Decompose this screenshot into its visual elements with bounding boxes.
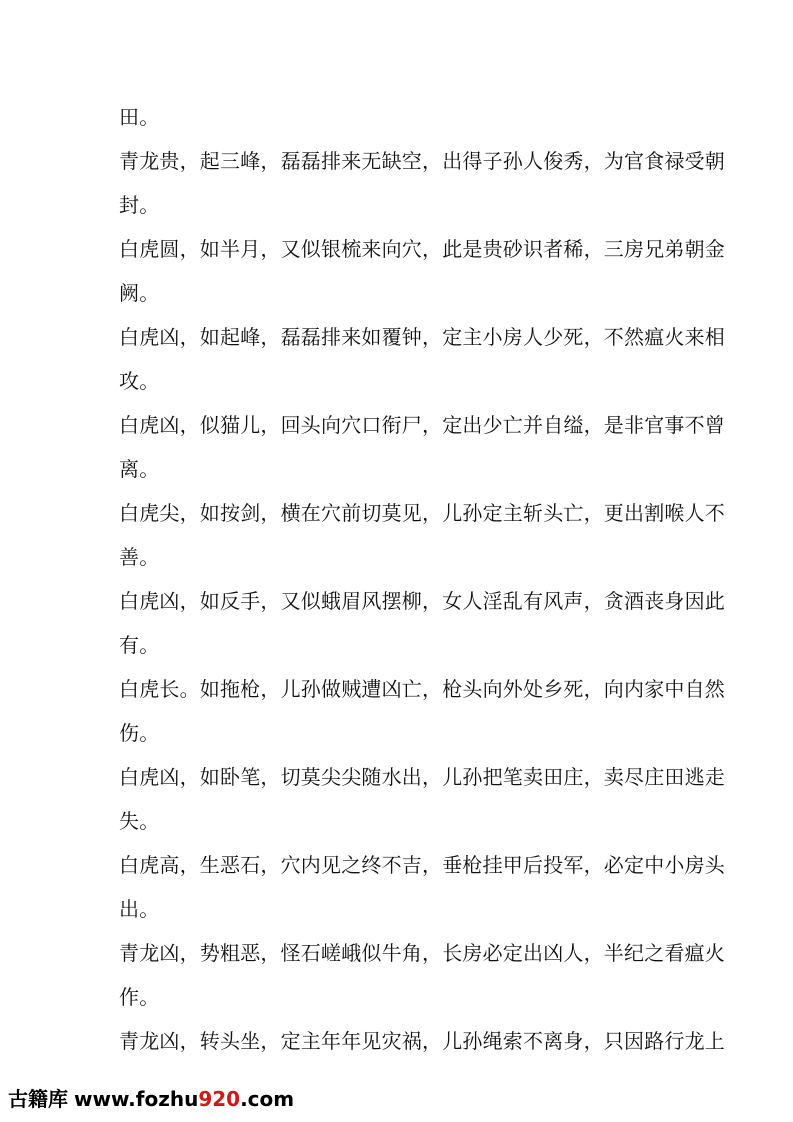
site-url-number: 920 xyxy=(198,1087,241,1111)
text-line-9: 离。 xyxy=(119,457,160,481)
text-line-11: 善。 xyxy=(119,545,160,569)
site-watermark xyxy=(8,1086,294,1112)
text-line-16: 白虎凶，如卧笔，切莫尖尖随水出，儿孙把笔卖田庄，卖尽庄田逃走 xyxy=(119,765,725,789)
text-line-12: 白虎凶，如反手，又似蛾眉风摆柳，女人淫乱有风声，贪酒丧身因此 xyxy=(119,589,725,613)
text-line-5: 阙。 xyxy=(119,281,160,305)
site-brand: 古籍库 xyxy=(8,1087,68,1111)
text-line-7: 攻。 xyxy=(119,369,160,393)
text-line-19: 出。 xyxy=(119,897,160,921)
text-line-22: 青龙凶，转头坐，定主年年见灾祸，儿孙绳索不离身，只因路行龙上 xyxy=(119,1029,725,1053)
text-line-8: 白虎凶，似猫儿，回头向穴口衔尸，定出少亡并自缢，是非官事不曾 xyxy=(119,413,725,437)
text-line-6: 白虎凶，如起峰，磊磊排来如覆钟，定主小房人少死，不然瘟火来相 xyxy=(119,325,725,349)
text-line-21: 作。 xyxy=(119,985,160,1009)
text-line-18: 白虎高，生恶石，穴内见之终不吉，垂枪挂甲后投军，必定中小房头 xyxy=(119,853,725,877)
text-line-2: 青龙贵，起三峰，磊磊排来无缺空，出得子孙人俊秀，为官食禄受朝 xyxy=(119,149,725,173)
text-line-10: 白虎尖，如按剑，横在穴前切莫见，儿孙定主斩头亡，更出割喉人不 xyxy=(119,501,725,525)
site-url-domain: fozhu xyxy=(135,1087,199,1111)
text-line-15: 伤。 xyxy=(119,721,160,745)
text-line-4: 白虎圆，如半月，又似银梳来向穴，此是贵砂识者稀，三房兄弟朝金 xyxy=(119,237,725,261)
text-line-3: 封。 xyxy=(119,193,160,217)
text-line-14: 白虎长。如拖枪，儿孙做贼遭凶亡，枪头向外处乡死，向内家中自然 xyxy=(119,677,725,701)
text-line-13: 有。 xyxy=(119,633,160,657)
site-url-www: www. xyxy=(74,1087,136,1111)
site-url-tld: .com xyxy=(240,1087,295,1111)
text-line-20: 青龙凶，势粗恶，怪石嵯峨似牛角，长房必定出凶人，半纪之看瘟火 xyxy=(119,941,725,965)
text-line-17: 失。 xyxy=(119,809,160,833)
text-line-1: 田。 xyxy=(119,105,160,129)
